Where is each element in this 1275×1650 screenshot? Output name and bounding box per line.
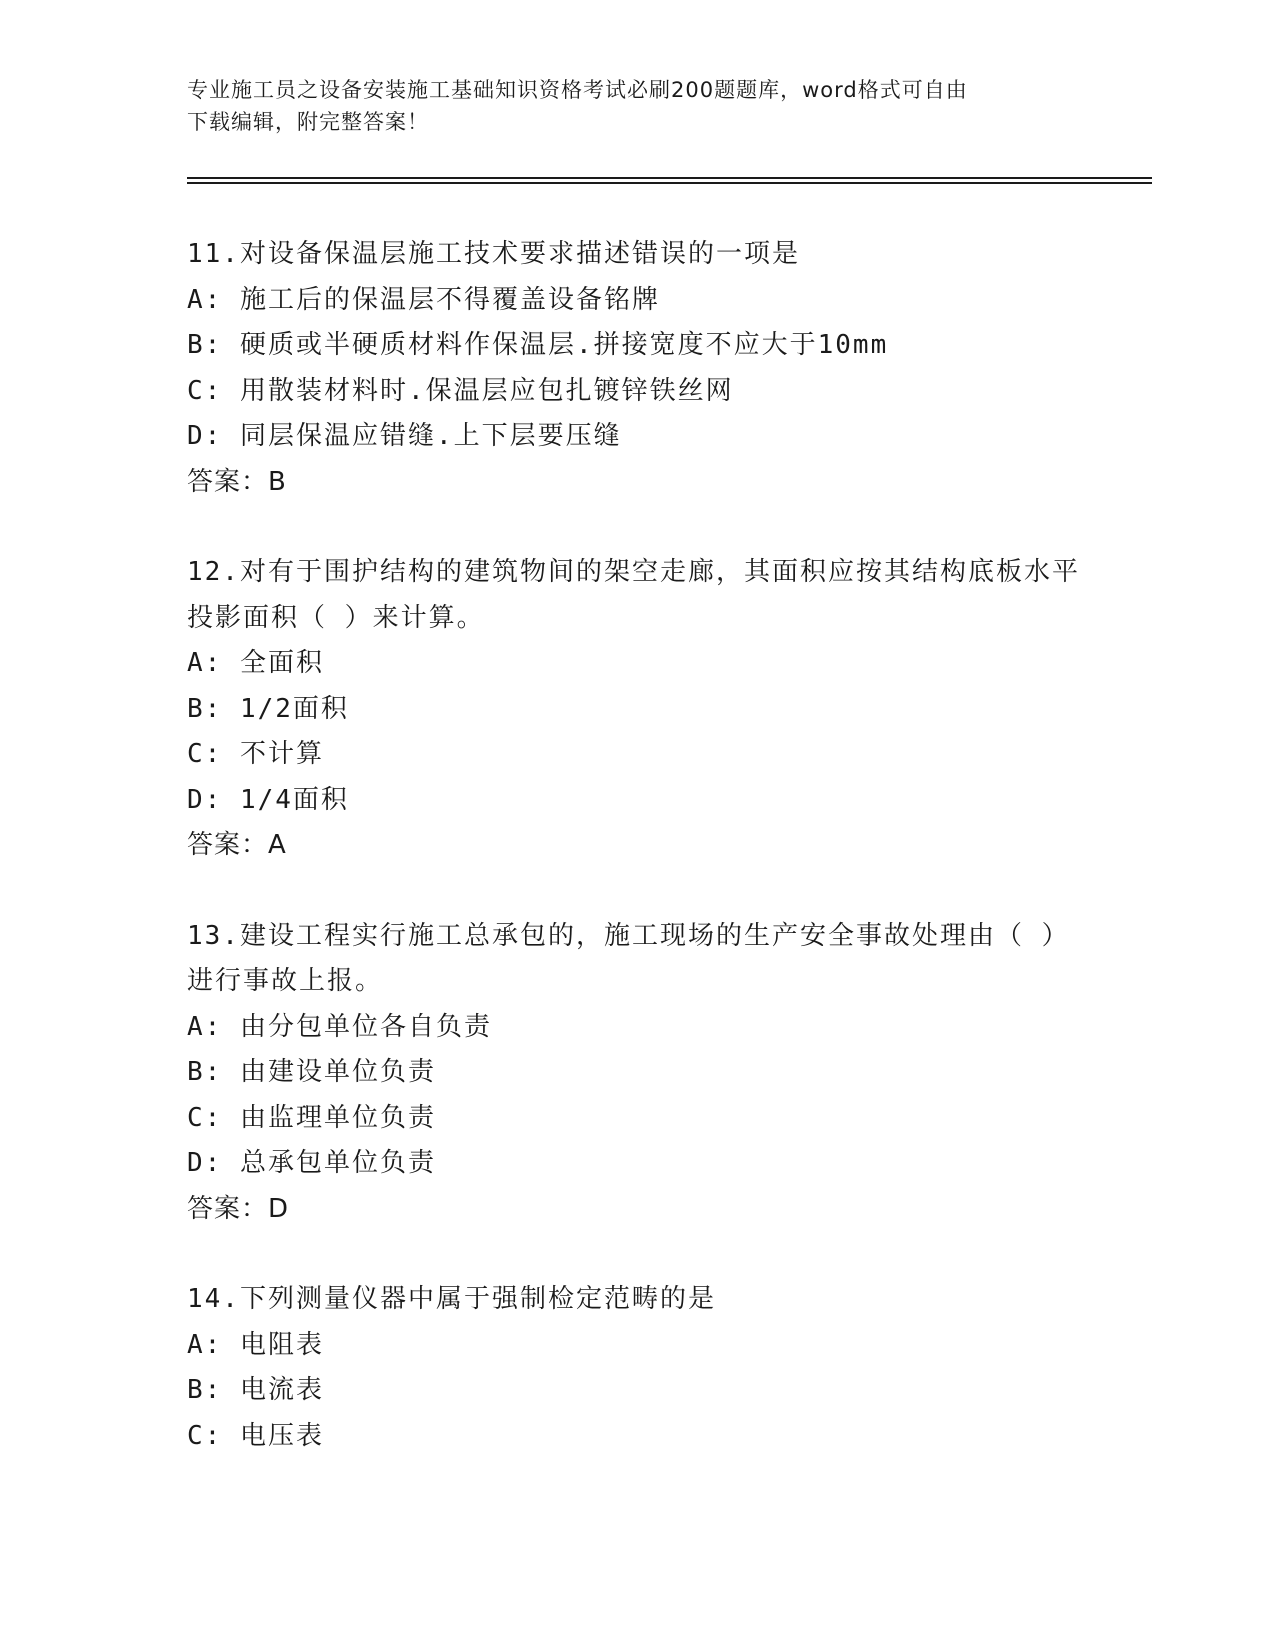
option-c: C: 不计算: [187, 739, 324, 769]
answer-line: 答案：D: [187, 1193, 290, 1224]
answer-line: 答案：A: [187, 830, 287, 860]
header-line-1: 专业施工员之设备安装施工基础知识资格考试必刷200题题库，word格式可自由: [187, 78, 968, 102]
document-header: [187, 74, 1067, 138]
option-b: B: 电流表: [187, 1375, 324, 1405]
question-stem: 14.下列测量仪器中属于强制检定范畴的是: [187, 1284, 716, 1314]
option-d: D: 同层保温应错缝.上下层要压缝: [187, 421, 622, 451]
question-stem: 12.对有于围护结构的建筑物间的架空走廊，其面积应按其结构底板水平投影面积（ ）来计算。: [187, 557, 1080, 633]
option-b: B: 硬质或半硬质材料作保温层.拼接宽度不应大于10mm: [187, 330, 889, 360]
option-a: A: 电阻表: [187, 1329, 324, 1360]
answer-line: 答案：B: [187, 466, 287, 497]
option-a: A: 由分包单位各自负责: [187, 1011, 492, 1042]
question-11: [187, 232, 1087, 505]
option-b: B: 1/2面积: [187, 693, 349, 724]
question-stem: 13.建设工程实行施工总承包的，施工现场的生产安全事故处理由（ ）进行事故上报。: [187, 920, 1070, 996]
header-divider-top: [187, 177, 1152, 179]
header-line-2: 下载编辑，附完整答案！: [187, 110, 429, 134]
option-b: B: 由建设单位负责: [187, 1057, 436, 1087]
question-list: [187, 232, 1087, 1504]
option-d: D: 总承包单位负责: [187, 1148, 436, 1178]
question-12: [187, 550, 1087, 869]
question-14: [187, 1277, 1087, 1459]
question-stem: 11.对设备保温层施工技术要求描述错误的一项是: [187, 239, 800, 269]
question-13: [187, 914, 1087, 1233]
option-a: A: 施工后的保温层不得覆盖设备铭牌: [187, 284, 660, 315]
option-c: C: 由监理单位负责: [187, 1102, 436, 1133]
option-d: D: 1/4面积: [187, 784, 349, 815]
option-c: C: 用散装材料时.保温层应包扎镀锌铁丝网: [187, 375, 734, 406]
option-c: C: 电压表: [187, 1420, 324, 1451]
header-divider-bottom: [187, 182, 1152, 184]
option-a: A: 全面积: [187, 648, 324, 678]
